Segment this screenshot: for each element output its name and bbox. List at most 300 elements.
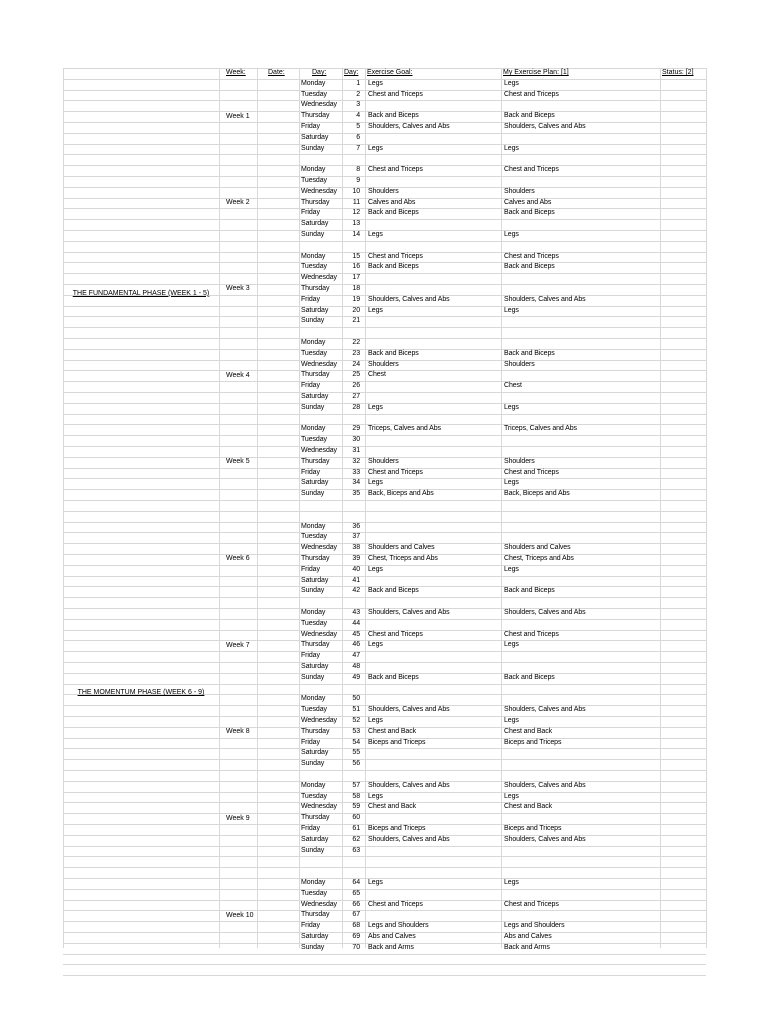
exercise-plan: Calves and Abs <box>504 198 552 206</box>
exercise-plan <box>504 889 659 900</box>
exercise-goal <box>368 100 500 111</box>
exercise-plan: Back and Biceps <box>504 263 555 271</box>
phase-label: THE MOMENTUM PHASE (WEEK 6 - 9) <box>77 689 205 697</box>
day-number: 67 <box>352 911 360 919</box>
exercise-goal: Legs <box>368 144 383 152</box>
exercise-plan: Chest and Back <box>504 803 553 811</box>
day-number: 43 <box>352 609 360 616</box>
exercise-goal: Chest and Triceps <box>368 468 423 476</box>
exercise-goal: Shoulders <box>368 187 399 195</box>
day-name: Friday <box>301 738 320 746</box>
day-number: 65 <box>352 889 360 897</box>
exercise-goal <box>368 910 500 921</box>
week-label: Week 3 <box>226 285 250 293</box>
day-name: Monday <box>301 879 326 886</box>
exercise-goal: Legs <box>368 792 383 800</box>
exercise-plan: Chest and Triceps <box>504 90 559 98</box>
day-name: Monday <box>301 695 326 703</box>
exercise-plan <box>504 392 659 403</box>
day-name: Tuesday <box>301 90 327 98</box>
day-name: Tuesday <box>301 349 327 357</box>
day-number: 52 <box>352 717 360 724</box>
grid-column-line <box>299 68 300 948</box>
day-name: Friday <box>301 209 320 217</box>
day-number: 68 <box>352 922 360 930</box>
exercise-plan <box>504 100 659 111</box>
day-number: 59 <box>352 803 360 811</box>
day-number: 32 <box>352 457 360 465</box>
grid-column-line <box>501 68 502 948</box>
day-number: 70 <box>352 943 360 951</box>
exercise-plan: Back and Biceps <box>504 209 555 217</box>
day-name: Wednesday <box>301 900 337 908</box>
exercise-goal: Shoulders <box>368 360 399 368</box>
exercise-plan <box>504 846 659 857</box>
exercise-goal: Back and Biceps <box>368 209 419 217</box>
exercise-plan <box>504 176 659 187</box>
exercise-plan: Legs <box>504 565 519 573</box>
day-name: Tuesday <box>301 706 327 714</box>
exercise-goal: Chest <box>368 371 386 379</box>
day-number: 63 <box>352 846 360 854</box>
exercise-goal <box>368 392 500 403</box>
day-name: Saturday <box>301 306 329 314</box>
exercise-plan: Back and Biceps <box>504 587 555 595</box>
day-number: 48 <box>352 663 360 670</box>
day-name: Thursday <box>301 112 330 120</box>
exercise-plan: Chest and Back <box>504 727 553 735</box>
day-number: 16 <box>352 263 360 271</box>
exercise-plan <box>504 219 659 230</box>
day-number: 2 <box>356 90 360 98</box>
exercise-plan: Triceps, Calves and Abs <box>504 425 577 433</box>
week-label: Week 4 <box>226 371 250 379</box>
grid-row-line <box>63 511 706 512</box>
day-number: 1 <box>356 79 360 87</box>
workout-spreadsheet <box>63 68 706 951</box>
exercise-plan: Legs <box>504 306 519 314</box>
exercise-goal: Legs <box>368 403 383 411</box>
header-week: Week: <box>226 69 246 76</box>
day-name: Saturday <box>301 576 329 584</box>
exercise-plan: Shoulders, Calves and Abs <box>504 835 586 843</box>
header-day: Day: <box>312 69 327 76</box>
day-number: 28 <box>352 403 360 411</box>
day-number: 17 <box>352 274 360 282</box>
day-name: Friday <box>301 382 320 390</box>
day-number: 42 <box>352 587 360 595</box>
day-number: 41 <box>352 576 360 584</box>
day-name: Monday <box>301 79 326 87</box>
exercise-plan: Back and Biceps <box>504 349 555 357</box>
week-label: Week 7 <box>226 641 250 649</box>
day-name: Friday <box>301 565 320 573</box>
exercise-goal: Back and Arms <box>368 943 414 951</box>
exercise-goal: Legs <box>368 479 383 487</box>
day-name: Friday <box>301 922 320 930</box>
day-number: 13 <box>352 220 360 228</box>
exercise-goal: Legs <box>368 641 383 649</box>
day-name: Sunday <box>301 231 325 238</box>
day-name: Thursday <box>301 814 330 822</box>
day-number: 27 <box>352 393 360 400</box>
exercise-plan: Chest, Triceps and Abs <box>504 555 574 562</box>
header-date: Date: <box>268 69 285 76</box>
day-name: Saturday <box>301 749 329 757</box>
exercise-plan <box>504 619 659 630</box>
day-number: 51 <box>352 706 360 714</box>
day-name: Monday <box>301 425 326 433</box>
exercise-plan <box>504 133 659 144</box>
exercise-plan: Chest and Triceps <box>504 630 559 638</box>
day-name: Wednesday <box>301 717 337 724</box>
exercise-goal: Legs <box>368 879 383 886</box>
day-number: 39 <box>352 555 360 562</box>
day-number: 46 <box>352 641 360 649</box>
day-number: 19 <box>352 295 360 303</box>
day-number: 49 <box>352 673 360 681</box>
exercise-goal <box>368 316 500 327</box>
day-name: Wednesday <box>301 274 337 282</box>
grid-row-line <box>63 975 706 976</box>
week-label: Week 6 <box>226 555 250 563</box>
day-name: Wednesday <box>301 544 337 552</box>
exercise-plan <box>504 651 659 662</box>
week-label: Week 1 <box>226 112 250 120</box>
grid-row-line <box>63 241 706 242</box>
day-number: 35 <box>352 490 360 498</box>
exercise-plan <box>504 435 659 446</box>
day-number: 23 <box>352 349 360 357</box>
day-name: Saturday <box>301 220 329 228</box>
exercise-plan: Back and Biceps <box>504 673 555 681</box>
day-number: 61 <box>352 825 360 832</box>
day-name: Saturday <box>301 663 329 670</box>
day-name: Saturday <box>301 933 329 940</box>
grid-column-line <box>660 68 661 948</box>
header-exercise-plan: My Exercise Plan: [1] <box>503 69 569 76</box>
exercise-goal: Back, Biceps and Abs <box>368 490 434 498</box>
header-day-number: Day: <box>344 69 359 76</box>
phase-label: THE FUNDAMENTAL PHASE (WEEK 1 - 5) <box>72 289 210 297</box>
day-name: Sunday <box>301 317 325 325</box>
exercise-plan <box>504 316 659 327</box>
day-name: Thursday <box>301 555 330 562</box>
day-name: Sunday <box>301 144 325 152</box>
day-number: 56 <box>352 760 360 768</box>
exercise-plan: Legs <box>504 792 519 800</box>
exercise-goal: Biceps and Triceps <box>368 825 426 832</box>
grid-row-line <box>63 867 706 868</box>
day-name: Friday <box>301 468 320 476</box>
day-name: Saturday <box>301 393 329 400</box>
day-name: Saturday <box>301 835 329 843</box>
day-number: 45 <box>352 630 360 638</box>
grid-row-line <box>63 954 706 955</box>
day-name: Monday <box>301 609 326 616</box>
exercise-plan: Back, Biceps and Abs <box>504 490 570 498</box>
day-name: Friday <box>301 825 320 832</box>
grid-row-line <box>63 684 706 685</box>
exercise-goal: Legs <box>368 565 383 573</box>
exercise-goal <box>368 435 500 446</box>
exercise-goal: Legs <box>368 231 383 238</box>
exercise-goal: Chest and Back <box>368 727 417 735</box>
week-label: Week 8 <box>226 728 250 736</box>
day-number: 62 <box>352 835 360 843</box>
exercise-plan <box>504 694 659 705</box>
day-number: 50 <box>352 695 360 703</box>
day-name: Tuesday <box>301 533 327 541</box>
day-number: 20 <box>352 306 360 314</box>
exercise-goal: Back and Biceps <box>368 587 419 595</box>
grid-column-line <box>219 68 220 948</box>
exercise-plan: Biceps and Triceps <box>504 825 562 832</box>
exercise-plan: Shoulders and Calves <box>504 544 571 552</box>
day-number: 38 <box>352 544 360 552</box>
exercise-goal: Back and Biceps <box>368 673 419 681</box>
exercise-plan <box>504 576 659 587</box>
exercise-plan: Shoulders, Calves and Abs <box>504 781 586 789</box>
header-exercise-goal: Exercise Goal: <box>367 69 413 76</box>
exercise-goal: Shoulders, Calves and Abs <box>368 781 450 789</box>
day-name: Tuesday <box>301 619 327 627</box>
exercise-plan: Chest and Triceps <box>504 252 559 260</box>
day-number: 37 <box>352 533 360 541</box>
exercise-goal: Back and Biceps <box>368 263 419 271</box>
day-number: 47 <box>352 652 360 660</box>
day-name: Thursday <box>301 641 330 649</box>
day-number: 36 <box>352 522 360 530</box>
day-number: 6 <box>356 133 360 141</box>
day-number: 21 <box>352 317 360 325</box>
day-name: Tuesday <box>301 263 327 271</box>
exercise-plan <box>504 370 659 381</box>
day-name: Sunday <box>301 587 325 595</box>
exercise-goal <box>368 381 500 392</box>
exercise-plan <box>504 273 659 284</box>
exercise-goal <box>368 284 500 295</box>
exercise-goal: Biceps and Triceps <box>368 738 426 746</box>
day-number: 18 <box>352 285 360 292</box>
grid-row-line <box>63 597 706 598</box>
exercise-plan <box>504 522 659 533</box>
header-status: Status: [2] <box>662 69 694 76</box>
day-number: 69 <box>352 933 360 940</box>
exercise-goal <box>368 813 500 824</box>
day-name: Sunday <box>301 846 325 854</box>
day-number: 12 <box>352 209 360 217</box>
day-name: Thursday <box>301 198 330 206</box>
day-name: Sunday <box>301 403 325 411</box>
day-name: Friday <box>301 123 320 130</box>
exercise-goal: Calves and Abs <box>368 198 416 206</box>
day-number: 55 <box>352 749 360 757</box>
exercise-plan <box>504 446 659 457</box>
day-number: 60 <box>352 814 360 822</box>
grid-column-line <box>63 68 64 948</box>
exercise-plan <box>504 748 659 759</box>
exercise-plan: Legs <box>504 479 519 487</box>
exercise-goal: Abs and Calves <box>368 933 416 940</box>
exercise-goal: Back and Biceps <box>368 112 419 120</box>
day-number: 44 <box>352 619 360 627</box>
day-number: 26 <box>352 382 360 390</box>
exercise-goal: Shoulders and Calves <box>368 544 435 552</box>
exercise-plan <box>504 662 659 673</box>
grid-row-line <box>63 414 706 415</box>
day-name: Thursday <box>301 285 330 292</box>
exercise-plan: Chest and Triceps <box>504 900 559 908</box>
exercise-plan: Legs <box>504 717 519 724</box>
grid-row-line <box>63 964 706 965</box>
exercise-plan: Chest <box>504 382 522 390</box>
exercise-goal: Legs <box>368 306 383 314</box>
day-name: Friday <box>301 652 320 660</box>
exercise-goal <box>368 651 500 662</box>
day-name: Saturday <box>301 133 329 141</box>
exercise-goal: Chest and Triceps <box>368 90 423 98</box>
exercise-plan: Shoulders, Calves and Abs <box>504 123 586 130</box>
day-name: Monday <box>301 252 326 260</box>
day-name: Tuesday <box>301 177 327 184</box>
day-name: Sunday <box>301 943 325 951</box>
exercise-plan: Chest and Triceps <box>504 468 559 476</box>
exercise-goal: Shoulders, Calves and Abs <box>368 835 450 843</box>
day-name: Tuesday <box>301 792 327 800</box>
exercise-plan <box>504 284 659 295</box>
exercise-plan: Back and Arms <box>504 943 550 951</box>
day-name: Tuesday <box>301 889 327 897</box>
exercise-plan: Back and Biceps <box>504 112 555 120</box>
grid-column-line <box>365 68 366 948</box>
exercise-goal: Chest and Back <box>368 803 417 811</box>
day-number: 24 <box>352 360 360 368</box>
exercise-plan: Shoulders, Calves and Abs <box>504 295 586 303</box>
day-number: 5 <box>356 123 360 130</box>
day-number: 53 <box>352 727 360 735</box>
exercise-goal <box>368 219 500 230</box>
exercise-plan: Legs <box>504 144 519 152</box>
exercise-goal: Legs and Shoulders <box>368 922 429 930</box>
day-name: Saturday <box>301 479 329 487</box>
day-number: 30 <box>352 436 360 444</box>
day-name: Tuesday <box>301 436 327 444</box>
exercise-goal: Triceps, Calves and Abs <box>368 425 441 433</box>
exercise-goal <box>368 522 500 533</box>
day-name: Wednesday <box>301 803 337 811</box>
day-name: Friday <box>301 295 320 303</box>
exercise-goal <box>368 133 500 144</box>
day-number: 8 <box>356 166 360 174</box>
exercise-goal: Chest and Triceps <box>368 630 423 638</box>
day-number: 15 <box>352 252 360 260</box>
exercise-goal <box>368 176 500 187</box>
exercise-goal <box>368 273 500 284</box>
day-name: Sunday <box>301 673 325 681</box>
day-number: 57 <box>352 781 360 789</box>
day-name: Monday <box>301 522 326 530</box>
day-number: 33 <box>352 468 360 476</box>
exercise-plan: Shoulders <box>504 360 535 368</box>
exercise-goal <box>368 532 500 543</box>
day-number: 58 <box>352 792 360 800</box>
exercise-goal: Legs <box>368 717 383 724</box>
day-number: 54 <box>352 738 360 746</box>
day-name: Monday <box>301 781 326 789</box>
day-name: Monday <box>301 166 326 174</box>
day-number: 14 <box>352 231 360 238</box>
day-number: 4 <box>356 112 360 120</box>
exercise-plan: Shoulders, Calves and Abs <box>504 706 586 714</box>
day-number: 66 <box>352 900 360 908</box>
exercise-goal: Chest and Triceps <box>368 900 423 908</box>
grid-column-line <box>257 68 258 948</box>
day-name: Wednesday <box>301 101 337 109</box>
exercise-plan: Legs <box>504 79 519 87</box>
day-name: Wednesday <box>301 447 337 454</box>
exercise-goal: Shoulders, Calves and Abs <box>368 123 450 130</box>
exercise-goal <box>368 446 500 457</box>
day-number: 29 <box>352 425 360 433</box>
exercise-plan: Biceps and Triceps <box>504 738 562 746</box>
exercise-goal <box>368 889 500 900</box>
day-number: 40 <box>352 565 360 573</box>
day-name: Wednesday <box>301 187 337 195</box>
day-name: Sunday <box>301 490 325 498</box>
exercise-goal: Shoulders, Calves and Abs <box>368 295 450 303</box>
exercise-plan: Legs and Shoulders <box>504 922 565 930</box>
day-number: 10 <box>352 187 360 195</box>
exercise-goal <box>368 619 500 630</box>
exercise-goal: Chest and Triceps <box>368 252 423 260</box>
day-number: 31 <box>352 447 360 454</box>
exercise-plan <box>504 532 659 543</box>
grid-column-line <box>706 68 707 948</box>
exercise-plan: Abs and Calves <box>504 933 552 940</box>
week-label: Week 9 <box>226 814 250 822</box>
exercise-goal: Legs <box>368 79 383 87</box>
exercise-goal: Chest and Triceps <box>368 166 423 174</box>
day-name: Sunday <box>301 760 325 768</box>
exercise-goal <box>368 748 500 759</box>
day-name: Thursday <box>301 457 330 465</box>
day-name: Thursday <box>301 727 330 735</box>
exercise-plan: Chest and Triceps <box>504 166 559 174</box>
exercise-goal <box>368 576 500 587</box>
day-number: 25 <box>352 371 360 379</box>
exercise-plan: Legs <box>504 879 519 886</box>
exercise-plan: Legs <box>504 231 519 238</box>
week-label: Week 5 <box>226 458 250 466</box>
day-number: 11 <box>352 198 360 206</box>
day-number: 9 <box>356 177 360 184</box>
exercise-goal <box>368 338 500 349</box>
exercise-goal: Back and Biceps <box>368 349 419 357</box>
day-name: Thursday <box>301 911 330 919</box>
day-number: 22 <box>352 339 360 346</box>
exercise-goal: Chest, Triceps and Abs <box>368 555 438 562</box>
grid-row-line <box>63 856 706 857</box>
day-name: Wednesday <box>301 630 337 638</box>
exercise-goal: Shoulders <box>368 457 399 465</box>
grid-row-line <box>63 770 706 771</box>
day-number: 7 <box>356 144 360 152</box>
exercise-plan <box>504 338 659 349</box>
day-name: Thursday <box>301 371 330 379</box>
week-label: Week 2 <box>226 199 250 206</box>
exercise-goal: Shoulders, Calves and Abs <box>368 609 450 616</box>
